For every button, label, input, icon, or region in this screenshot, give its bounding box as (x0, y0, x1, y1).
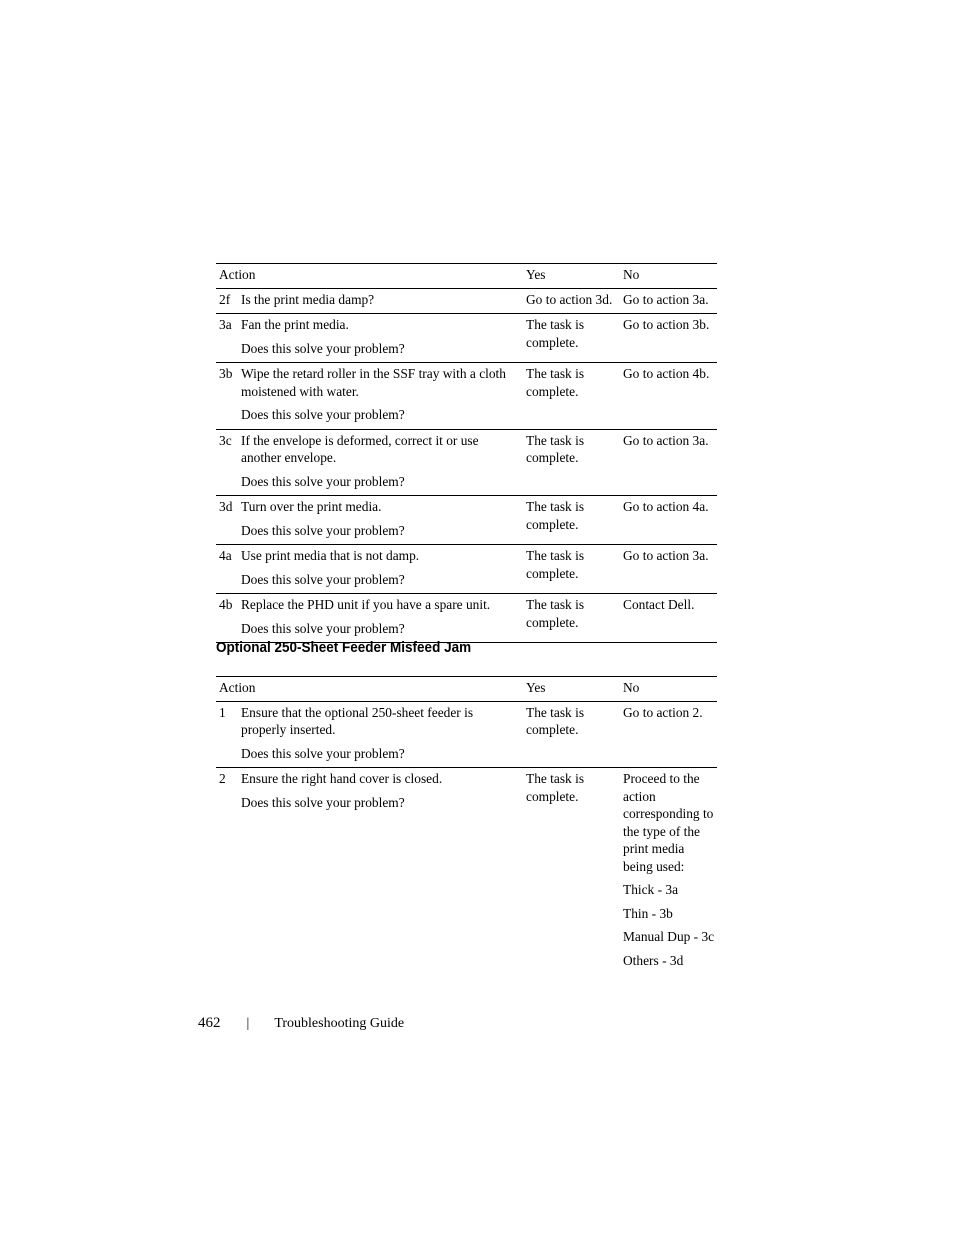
step-id: 2 (219, 771, 226, 786)
step-id: 3c (219, 432, 232, 448)
table-row (216, 545, 717, 594)
no-result: Contact Dell. (623, 597, 695, 612)
yes-result: Go to action 3d. (526, 291, 613, 307)
no-result: Go to action 2. (623, 704, 703, 720)
table-header-row (216, 677, 717, 702)
action-question: Does this solve your problem? (241, 340, 405, 356)
jam-troubleshooting-table (216, 263, 717, 643)
table-row (216, 701, 717, 768)
table-row (216, 363, 717, 430)
media-option: Thin - 3b (623, 905, 673, 921)
table-row (216, 314, 717, 363)
step-action (237, 594, 523, 643)
step-id: 1 (219, 704, 226, 720)
action-text: If the envelope is deformed, correct it or use another envelope. (241, 432, 479, 465)
action-text: Turn over the print media. (241, 499, 382, 514)
no-result: Go to action 3a. (623, 291, 709, 307)
action-question: Does this solve your problem? (241, 407, 405, 422)
header-no: No (623, 267, 640, 282)
step-action (237, 314, 523, 363)
footer-title: Troubleshooting Guide (274, 1016, 405, 1031)
table-row (216, 768, 717, 975)
action-question: Does this solve your problem? (241, 620, 405, 636)
step-action (237, 545, 523, 594)
action-question: Does this solve your problem? (241, 794, 405, 810)
table-row (216, 429, 717, 496)
step-id: 4b (219, 597, 233, 612)
no-result: Go to action 4a. (623, 499, 709, 514)
header-action: Action (219, 680, 256, 695)
page-footer (198, 1015, 404, 1032)
section-heading: Optional 250-Sheet Feeder Misfeed Jam (216, 639, 472, 656)
action-question: Does this solve your problem? (241, 473, 405, 489)
step-id: 3d (219, 499, 233, 514)
no-result: Go to action 3a. (623, 548, 709, 563)
no-result-text: Proceed to the action corresponding to the type of the print media being used: (623, 771, 714, 874)
action-text: Is the print media damp? (241, 291, 375, 307)
no-result: Go to action 4b. (623, 366, 710, 381)
table-row (216, 496, 717, 545)
step-action (237, 496, 523, 545)
media-option: Manual Dup - 3c (623, 929, 715, 944)
header-no: No (623, 680, 640, 695)
action-text: Fan the print media. (241, 317, 349, 332)
media-option: Others - 3d (623, 952, 684, 968)
action-text: Wipe the retard roller in the SSF tray with a cloth moistened with water. (241, 366, 506, 399)
no-result: Go to action 3b. (623, 317, 710, 332)
media-option: Thick - 3a (623, 882, 679, 897)
action-question: Does this solve your problem? (241, 571, 405, 587)
action-text: Replace the PHD unit if you have a spare unit. (241, 597, 491, 612)
step-id: 3b (219, 366, 233, 381)
yes-result: The task is complete. (526, 597, 585, 630)
no-result (620, 768, 717, 975)
action-question: Does this solve your problem? (241, 522, 405, 538)
footer-separator: | (246, 1016, 250, 1031)
yes-result: The task is complete. (526, 432, 585, 465)
action-text: Ensure that the optional 250-sheet feeder is properly inserted. (241, 704, 474, 737)
yes-result: The task is complete. (526, 704, 585, 737)
yes-result: The task is complete. (526, 548, 585, 581)
step-action (237, 288, 523, 314)
step-action (237, 363, 523, 430)
no-result: Go to action 3a. (623, 432, 709, 448)
step-action (237, 768, 523, 975)
feeder-misfeed-table (216, 676, 717, 974)
header-yes: Yes (526, 267, 546, 282)
step-id: 2f (219, 291, 231, 307)
table-row (216, 594, 717, 643)
header-action: Action (219, 267, 256, 282)
table-row (216, 288, 717, 314)
yes-result: The task is complete. (526, 499, 585, 532)
action-text: Use print media that is not damp. (241, 548, 420, 563)
action-question: Does this solve your problem? (241, 745, 405, 761)
action-text: Ensure the right hand cover is closed. (241, 771, 443, 786)
table-header-row (216, 264, 717, 289)
page-number: 462 (198, 1015, 221, 1031)
step-action (237, 701, 523, 768)
yes-result: The task is complete. (526, 366, 585, 399)
yes-result: The task is complete. (526, 317, 585, 350)
step-id: 3a (219, 317, 232, 332)
step-id: 4a (219, 548, 232, 563)
yes-result: The task is complete. (526, 771, 585, 804)
header-yes: Yes (526, 680, 546, 695)
step-action (237, 429, 523, 496)
